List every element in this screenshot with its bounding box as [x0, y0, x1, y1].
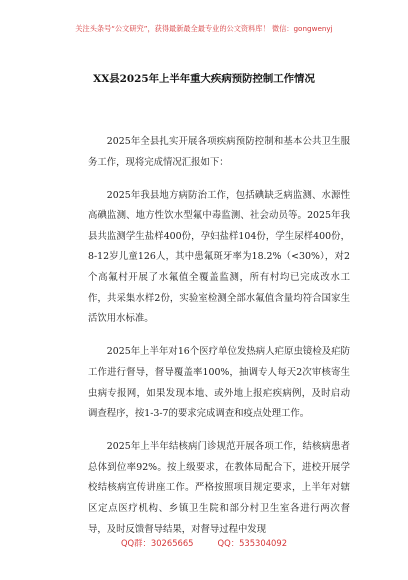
document-title: XX县2025年上半年重大疾病预防控制工作情况: [93, 73, 315, 85]
footer-qq-group: QQ群：30265665: [120, 538, 194, 548]
paragraph-endemic-disease: 2025年我县地方病防治工作，包括碘缺乏病监测、水源性高碘监测、地方性饮水型氟中毒监测、社会动员等。2025年我县共监测学生盐样400份，孕妇盐样104份，学生尿样400份，8-12岁儿童126人，其中患氟斑牙率为18.2%（<30%），对2个高氟村开展了水氟值全覆盖监测，所有村均已完成改水工作，共采集水样2份，实验室检测全部水氟值含量均符合国家生活饮用水标准。: [88, 189, 350, 325]
document-body: [88, 132, 350, 553]
paragraph-intro: 2025年全县扎实开展各项疾病预防控制和基本公共卫生服务工作，现将完成情况汇报如下：: [88, 136, 350, 168]
header-banner: 关注头条号“公文研究”，获得最新最全最专业的公文资料库！ 微信：gongwenyj: [75, 24, 333, 33]
footer-contact: [0, 537, 408, 549]
footer-qq-number: QQ：535304092: [217, 538, 288, 548]
paragraph-malaria: 2025年上半年对16个医疗单位发热病人疟原虫镜检及疟防工作进行督导，督导覆盖率100%，抽调专人每天2次审核寄生虫病专报网，如果发现本地、或外地上报疟疾病例，及时启动调查程序，按1-3-7的要求完成调查和疫点处理工作。: [88, 346, 350, 420]
paragraph-tuberculosis: 2025年上半年结核病门诊规范开展各项工作，结核病患者总体到位率92%。按上级要求，在教体局配合下，进校开展学校结核病宣传讲座工作。严格按照项目规定要求，上半年对辖区定点医疗机构、乡镇卫生院和部分村卫生室各进行两次督导，及时反馈督导结果，对督导过程中发现: [88, 441, 350, 535]
